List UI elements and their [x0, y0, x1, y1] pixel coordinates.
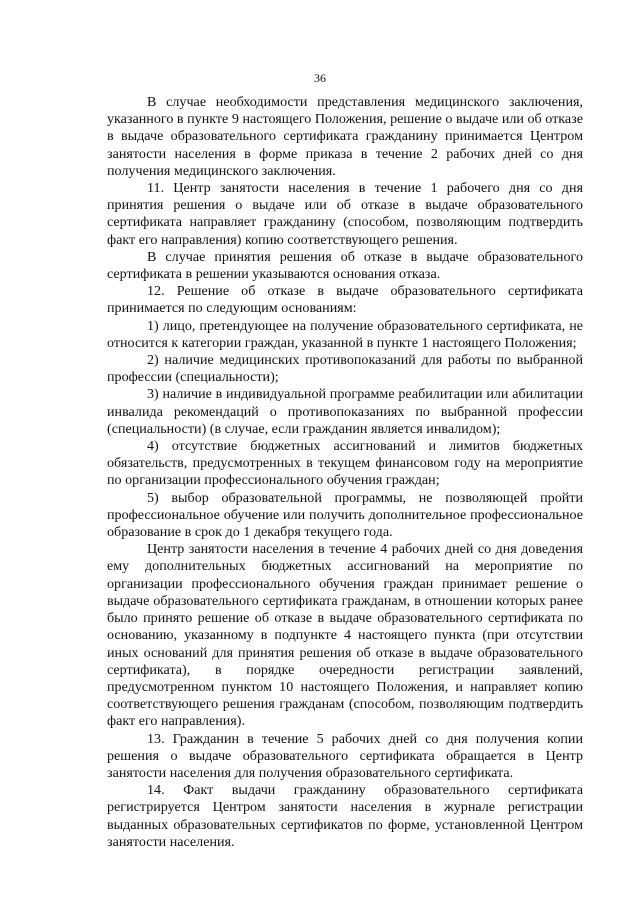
paragraph-item-13: 13. Гражданин в течение 5 рабочих дней со дня получения копии решения о выдаче образовательного сертификата обращается в Центр занятости населения для получения образовательного сертификата. [107, 730, 583, 781]
paragraph-ground-2: 2) наличие медицинских противопоказаний для работы по выбранной профессии (специальности); [107, 352, 583, 386]
paragraph-ground-5: 5) выбор образовательной программы, не позволяющей пройти профессиональное обучение или получить дополнительное профессиональное образование в срок до 1 декабря текущего года. [107, 489, 583, 541]
document-body [107, 94, 583, 851]
paragraph-ground-4: 4) отсутствие бюджетных ассигнований и лимитов бюджетных обязательств, предусмотренных в текущем финансовом году на мероприятие по организации профессионального обучения граждан; [107, 438, 583, 489]
paragraph-medical-conclusion: В случае необходимости представления медицинского заключения, указанного в пункте 9 настоящего Положения, решение о выдаче или об отказе в выдаче образовательного сертификата гражданину принимается Центром занятости населения в форме приказа в течение 2 рабочих дней со дня получения медицинского заключения. [107, 94, 583, 179]
paragraph-item-11: 11. Центр занятости населения в течение 1 рабочего дня со дня принятия решения о выдаче или об отказе в выдаче образовательного сертификата направляет гражданину (способом, позволяющим подтвердить факт его направления) копию соответствующего решения. [107, 180, 583, 248]
paragraph-ground-1: 1) лицо, претендующее на получение образовательного сертификата, не относится к категории граждан, указанной в пункте 1 настоящего Положения; [107, 317, 583, 351]
paragraph-ground-3: 3) наличие в индивидуальной программе реабилитации или абилитации инвалида рекомендаций о противопоказаниях по выбранной профессии (специальности) (в случае, если гражданин является инвалидом); [107, 386, 583, 437]
paragraph-additional-allocations: Центр занятости населения в течение 4 рабочих дней со дня доведения ему дополнительных бюджетных ассигнований на мероприятие по организации профессионального обучения граждан принимает решение о выдаче образовательного сертификата гражданам, в отношении которых ранее было принято решение об отказе в выдаче образовательного сертификата по основанию, указанному в подпункте 4 настоящего пункта (при отсутствии иных оснований для принятия решения об отказе в выдаче образовательного сертификата), в порядке очередности регистрации заявлений, предусмотренном пунктом 10 настоящего Положения, и направляет копию соответствующего решения гражданам (способом, позволяющим подтвердить факт его направления). [107, 541, 583, 730]
paragraph-refusal-grounds-note: В случае принятия решения об отказе в выдаче образовательного сертификата в решении указываются основания отказа. [107, 248, 583, 283]
page-number: 36 [314, 71, 326, 85]
paragraph-item-14: 14. Факт выдачи гражданину образовательного сертификата регистрируется Центром занятости населения в журнале регистрации выданных образовательных сертификатов по форме, установленной Центром занятости населения. [107, 782, 583, 850]
paragraph-item-12: 12. Решение об отказе в выдаче образовательного сертификата принимается по следующим основаниям: [107, 283, 583, 317]
